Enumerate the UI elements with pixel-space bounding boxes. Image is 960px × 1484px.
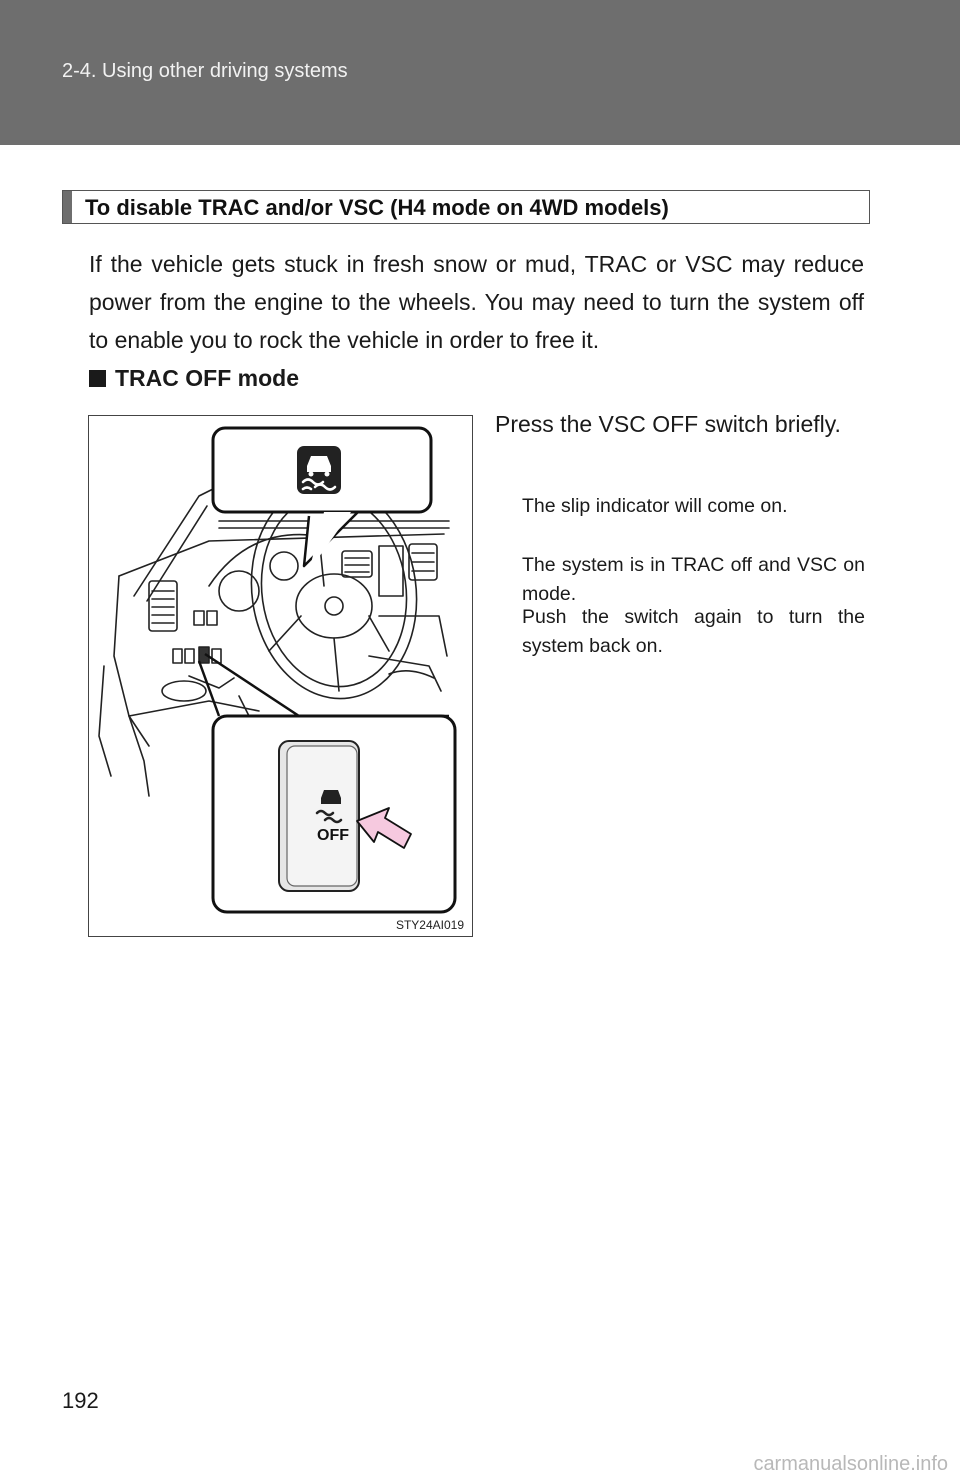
vsc-off-switch-icon [279, 741, 359, 891]
switch-off-label: OFF [317, 827, 349, 844]
instruction-text: Press the VSC OFF switch briefly. [495, 411, 841, 437]
square-bullet-icon [89, 370, 106, 387]
dashboard-drawing [89, 416, 474, 938]
dashboard-illustration [88, 415, 473, 937]
note-1: The slip indicator will come on. [522, 495, 788, 517]
header-band [0, 0, 960, 145]
intro-paragraph: If the vehicle gets stuck in fresh snow or mud, TRAC or VSC may reduce power from the engine to the wheels. You may need to turn the system off to enable you to rock the vehicle in order to free it. [89, 251, 864, 353]
illustration-code: STY24AI019 [395, 918, 464, 932]
heading-box [62, 190, 870, 224]
note-3: Push the switch again to turn the system back on. [522, 606, 865, 657]
heading-bar [63, 191, 72, 223]
section-title: 2-4. Using other driving systems [62, 60, 348, 82]
note-2: The system is in TRAC off and VSC on mode. [522, 554, 865, 605]
slip-indicator-icon [297, 446, 341, 494]
watermark: carmanualsonline.info [753, 1453, 948, 1475]
section-heading: To disable TRAC and/or VSC (H4 mode on 4WD models) [85, 195, 669, 220]
page-number: 192 [62, 1388, 99, 1413]
subheading [89, 365, 299, 392]
subheading-text: TRAC OFF mode [115, 365, 299, 391]
